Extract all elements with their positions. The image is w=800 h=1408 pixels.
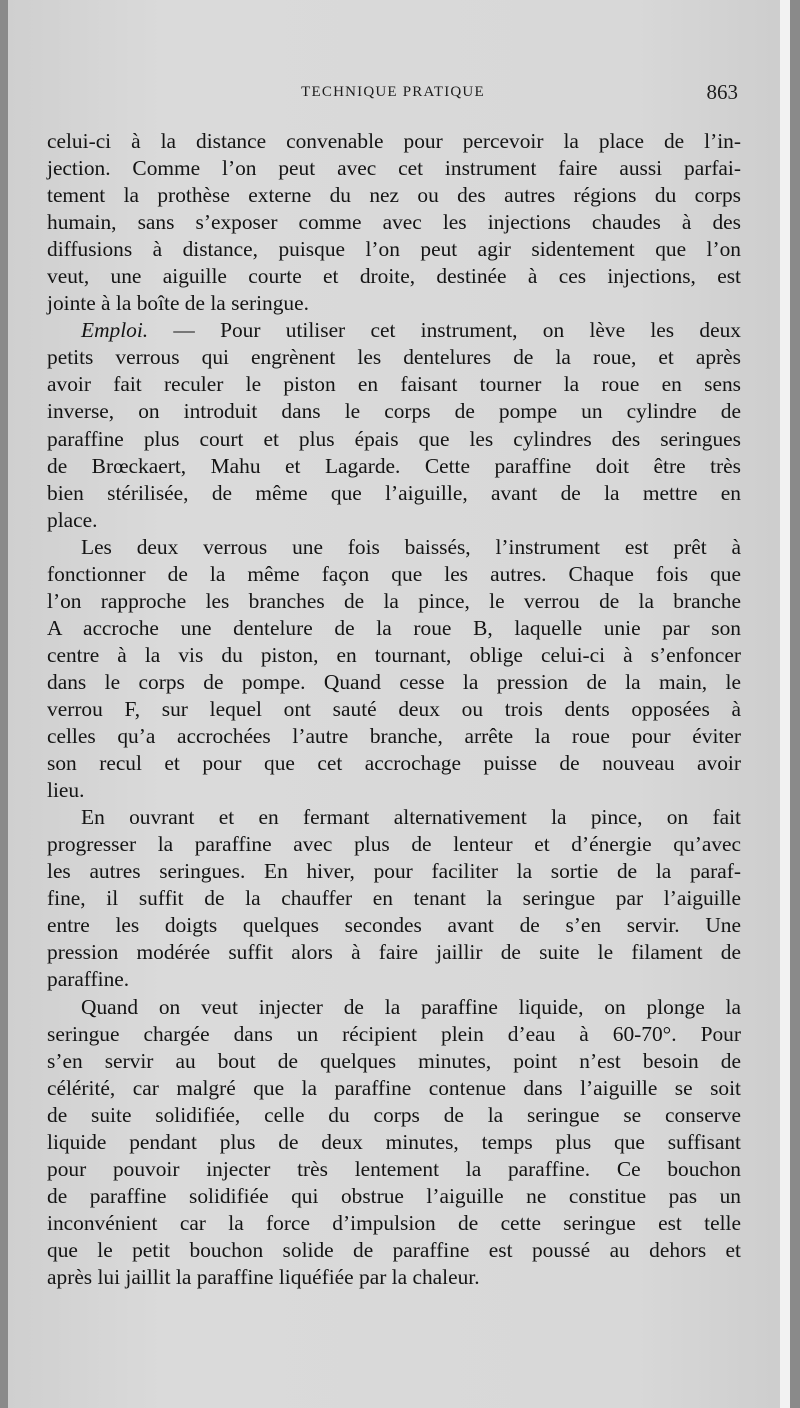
text-line: paraffine.	[47, 967, 130, 992]
page-number: 863	[706, 80, 738, 104]
text-line: En ouvrant et en fermant alternativement la pince, on fait	[81, 805, 741, 830]
text-line: entre les doigts quelques secondes avant de s’en servir. Une	[47, 913, 741, 938]
text-line: jection. Comme l’on peut avec cet instrument faire aussi parfai-	[47, 156, 741, 181]
text-line: de Brœckaert, Mahu et Lagarde. Cette paraffine doit être très	[47, 453, 741, 478]
text-line: de paraffine solidifiée qui obstrue l’aiguille ne constitue pas un	[47, 1183, 741, 1208]
text-line: de suite solidifiée, celle du corps de la seringue se conserve	[47, 1102, 741, 1127]
text-line: humain, sans s’exposer comme avec les injections chaudes à des	[47, 210, 741, 235]
text-line: centre à la vis du piston, en tournant, oblige celui-ci à s’enfoncer	[47, 642, 741, 667]
text-line: progresser la paraffine avec plus de lenteur et d’énergie qu’avec	[47, 832, 741, 857]
text-line: paraffine plus court et plus épais que les cylindres des seringues	[47, 426, 741, 451]
text-line-emploi: Emploi. — Pour utiliser cet instrument, on lève les deux	[81, 318, 741, 343]
text-line: jointe à la boîte de la seringue.	[47, 291, 309, 316]
text-line: s’en servir au bout de quelques minutes, point n’est besoin de	[47, 1048, 741, 1073]
text-line: avoir fait reculer le piston en faisant tourner la roue en sens	[47, 372, 741, 397]
body-text	[47, 128, 741, 1291]
text-line: fonctionner de la même façon que les autres. Chaque fois que	[47, 561, 741, 586]
text-line: Les deux verrous une fois baissés, l’instrument est prêt à	[81, 534, 741, 559]
page-edge	[780, 0, 790, 1408]
text-line: verrou F, sur lequel ont sauté deux ou trois dents opposées à	[47, 696, 741, 721]
text-line: seringue chargée dans un récipient plein d’eau à 60-70°. Pour	[47, 1021, 741, 1046]
text-line: celles qu’a accrochées l’autre branche, arrête la roue pour éviter	[47, 724, 741, 749]
text-line: bien stérilisée, de même que l’aiguille, avant de la mettre en	[47, 480, 741, 505]
text-line: après lui jaillit la paraffine liquéfiée par la chaleur.	[47, 1264, 480, 1289]
text-line: les autres seringues. En hiver, pour faciliter la sortie de la paraf-	[47, 859, 741, 884]
text-line: diffusions à distance, puisque l’on peut agir sidentement que l’on	[47, 237, 741, 262]
text-line: inconvénient car la force d’impulsion de cette seringue est telle	[47, 1210, 741, 1235]
text-line: inverse, on introduit dans le corps de pompe un cylindre de	[47, 399, 741, 424]
text-line: liquide pendant plus de deux minutes, temps plus que suffisant	[47, 1129, 741, 1154]
text-line: pour pouvoir injecter très lentement la paraffine. Ce bouchon	[47, 1156, 741, 1181]
text-line: A accroche une dentelure de la roue B, laquelle unie par son	[47, 615, 741, 640]
running-title: TECHNIQUE PRATIQUE	[301, 84, 485, 100]
text-line: place.	[47, 507, 98, 532]
text-line: célérité, car malgré que la paraffine contenue dans l’aiguille se soit	[47, 1075, 741, 1100]
text-line: l’on rapproche les branches de la pince, le verrou de la branche	[47, 588, 741, 613]
text-line: dans le corps de pompe. Quand cesse la pression de la main, le	[47, 669, 741, 694]
text-line: fine, il suffit de la chauffer en tenant la seringue par l’aiguille	[47, 886, 741, 911]
text-line: pression modérée suffit alors à faire jaillir de suite le filament de	[47, 940, 741, 965]
running-header	[48, 80, 738, 110]
text-line: celui-ci à la distance convenable pour percevoir la place de l’in-	[47, 129, 741, 153]
text-line: Quand on veut injecter de la paraffine liquide, on plonge la	[81, 994, 741, 1019]
text-line: veut, une aiguille courte et droite, destinée à ces injections, est	[47, 264, 741, 289]
text-line: que le petit bouchon solide de paraffine est poussé au dehors et	[47, 1237, 741, 1262]
text-line: petits verrous qui engrènent les dentelures de la roue, et après	[47, 345, 741, 370]
text-line: tement la prothèse externe du nez ou des autres régions du corps	[47, 183, 741, 208]
text-line: son recul et pour que cet accrochage puisse de nouveau avoir	[47, 751, 741, 776]
text-line: lieu.	[47, 778, 85, 803]
book-page	[8, 0, 790, 1408]
